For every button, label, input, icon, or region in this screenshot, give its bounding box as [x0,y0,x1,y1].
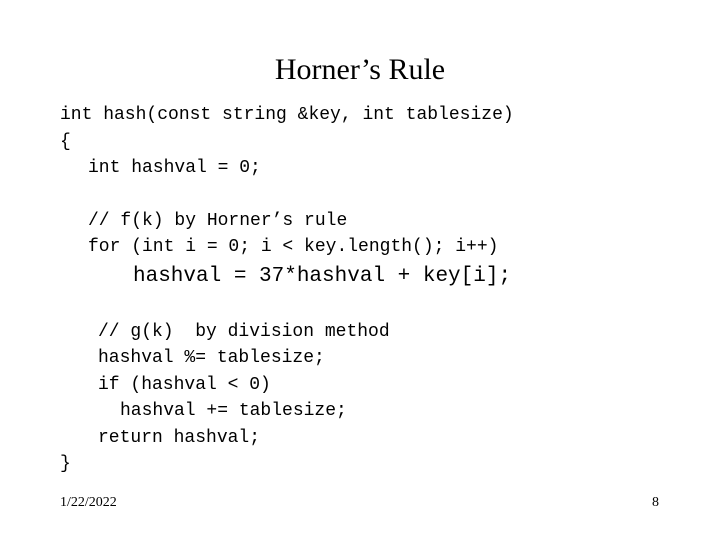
code-line-close-brace: } [60,454,71,474]
code-line-signature: int hash(const string &key, int tablesize) [60,105,514,125]
code-line-comment-horner: // f(k) by Horner’s rule [88,211,348,231]
code-line-for-loop: for (int i = 0; i < key.length(); i++) [88,237,499,257]
page-number: 8 [652,495,659,510]
code-line-accumulate: hashval = 37*hashval + key[i]; [133,265,512,288]
code-line-comment-division: // g(k) by division method [98,322,390,342]
footer-date: 1/22/2022 [60,495,117,510]
code-line-if: if (hashval < 0) [98,375,271,395]
code-line-modulo: hashval %= tablesize; [98,348,325,368]
slide-title: Horner’s Rule [274,53,446,86]
code-line-init: int hashval = 0; [88,158,261,178]
code-line-adjust: hashval += tablesize; [120,401,347,421]
code-line-open-brace: { [60,132,71,152]
code-line-return: return hashval; [98,428,261,448]
